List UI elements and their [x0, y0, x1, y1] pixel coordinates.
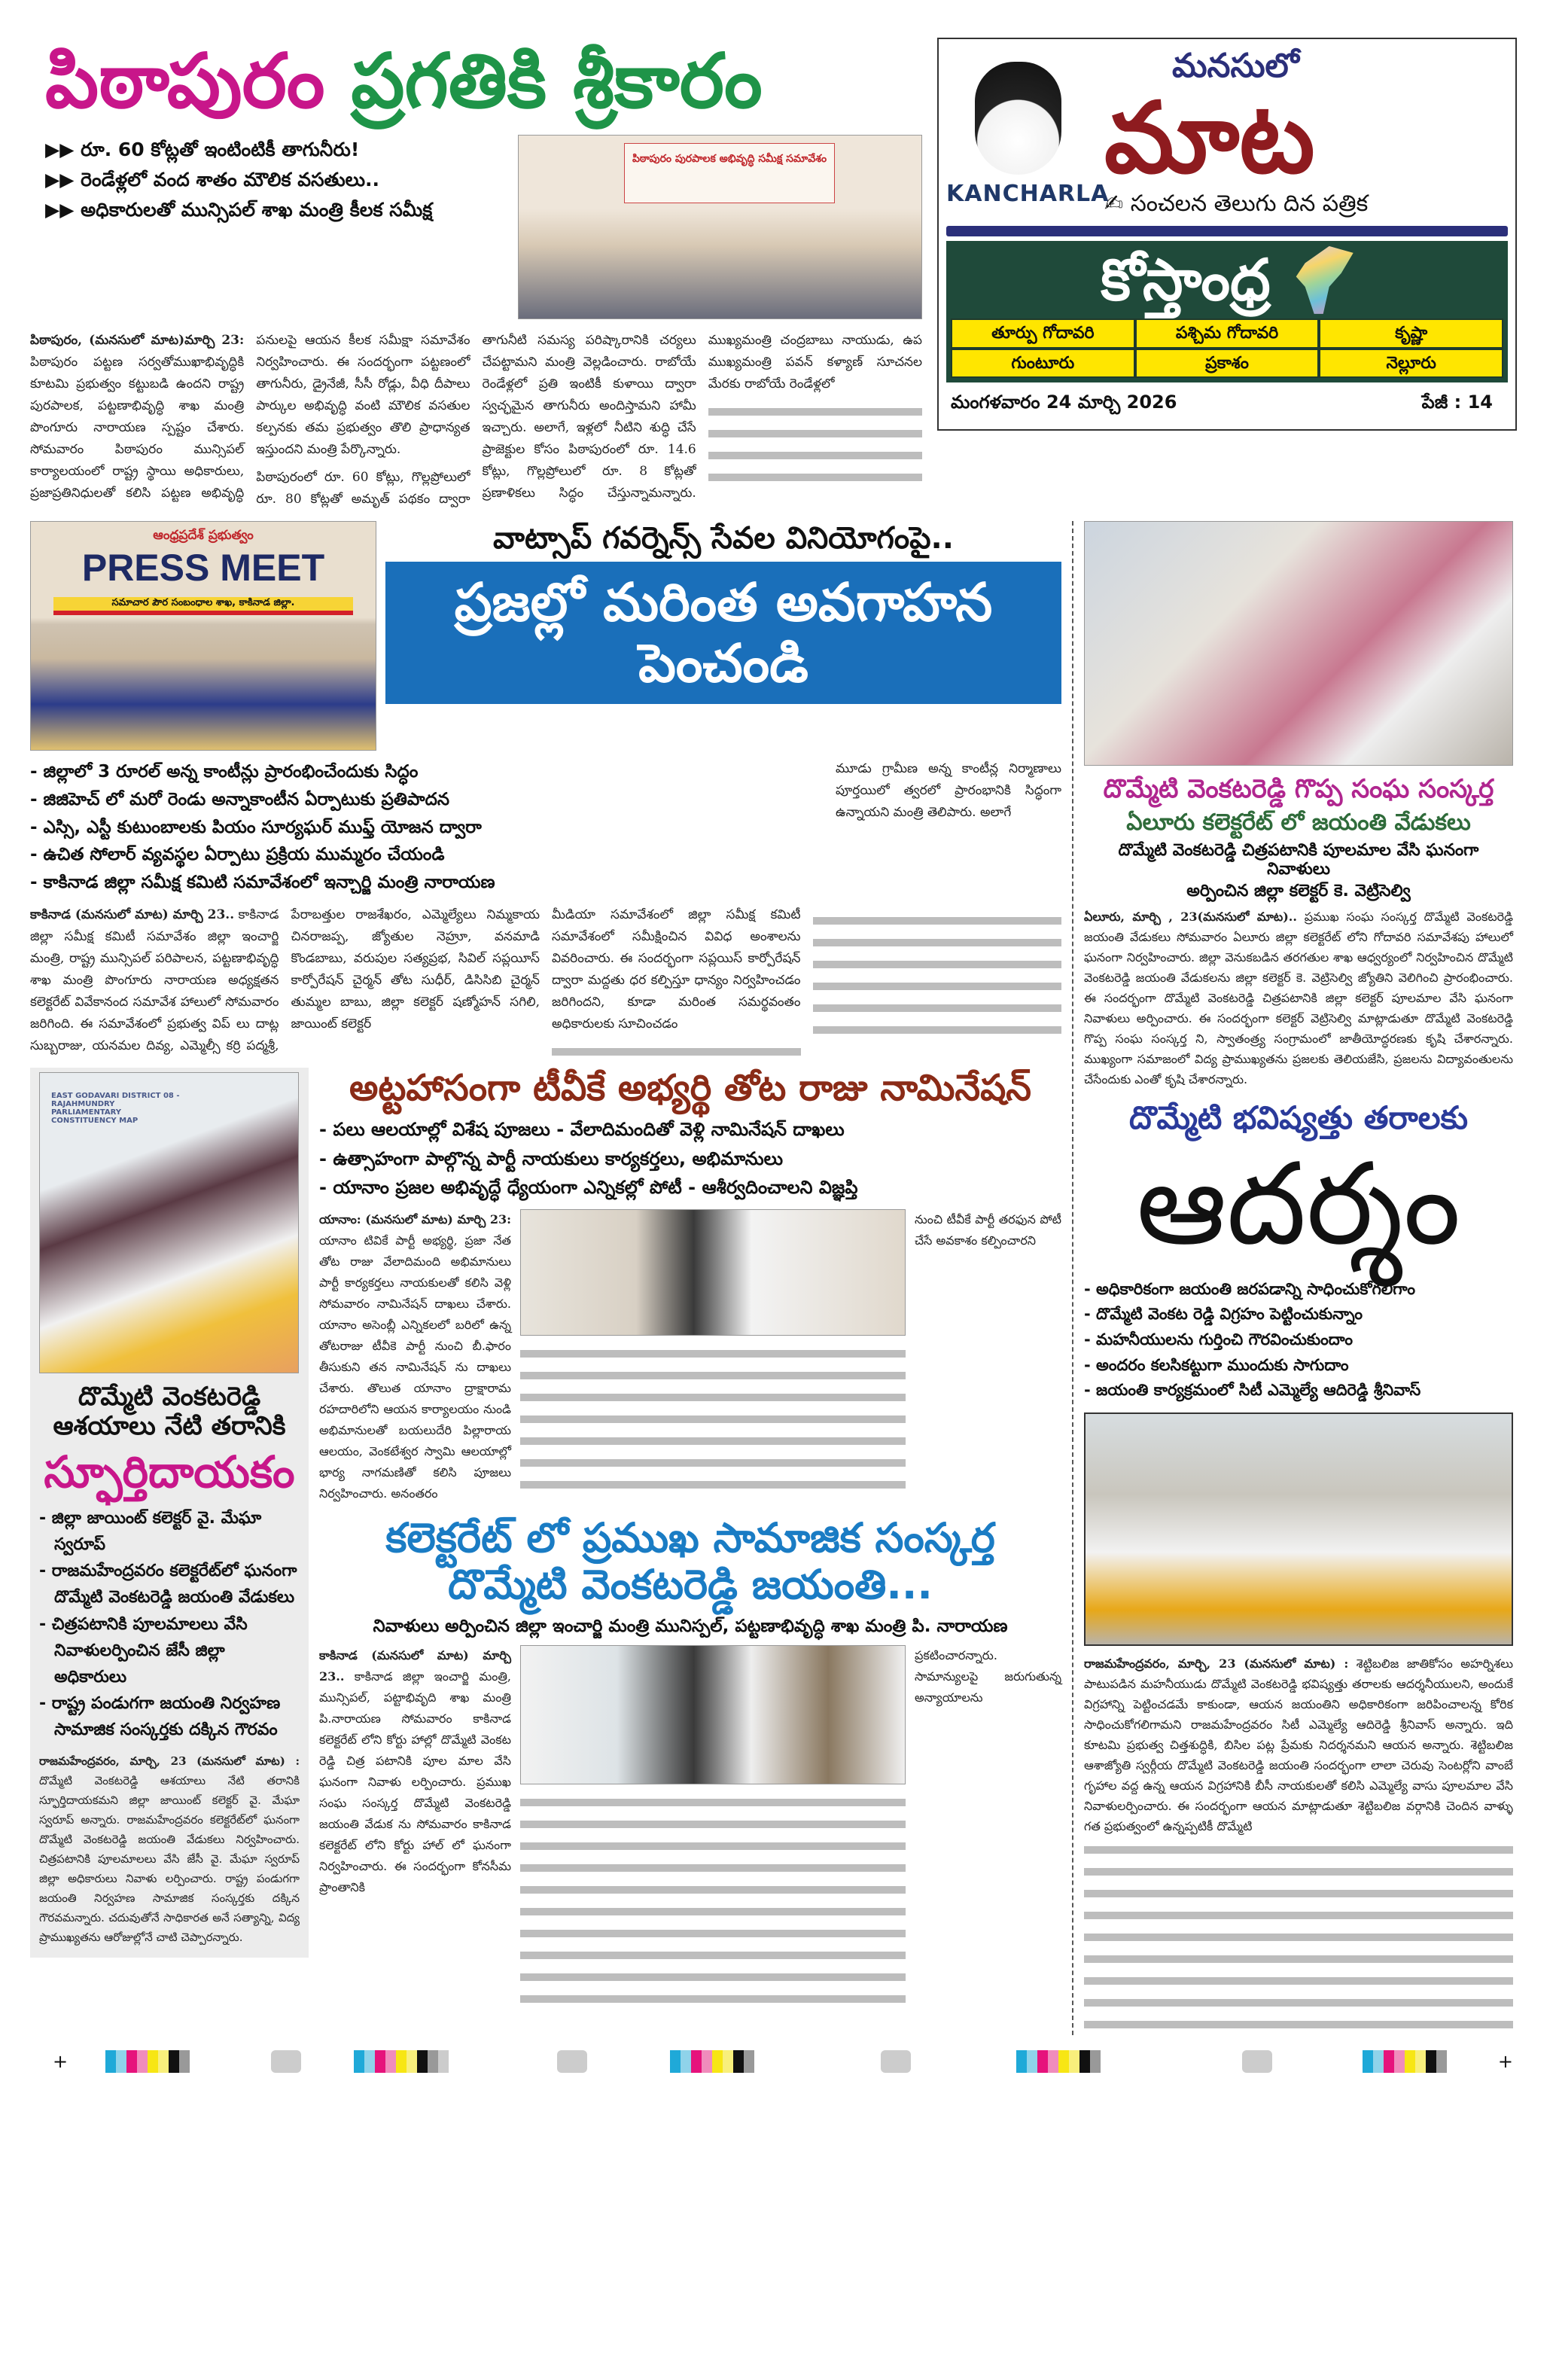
lead-bullets [30, 135, 506, 225]
masthead [937, 38, 1517, 431]
kakinada-body-col1: కాకినాడ (మనసులో మాట) మార్చి 23.. కాకినాడ జిల్లా ఇంచార్జి మంత్రి, మున్సిపల్, పట్టాభివృది శాఖ మంత్రి పి.నారాయణ సోమవారం కాకినాడ కలెక్టరేట్ లోని కోర్టు హాల్లో దొమ్మేటి వెంకట రెడ్డి చిత్ర పటానికి పూల మాల వేసి ఘనంగా నివాళు లర్పించారు. ప్రముఖ సంఘ సంస్కర్త దొమ్మేటి వెంకటరెడ్డి జయంతి వేడుక ను సోమవారం కాకినాడ కలెక్టరేట్ లోని కోర్టు హాల్ లో ఘనంగా నిర్వహించారు. ఈ సందర్భంగా కోనసీమ ప్రాంతానికి [319, 1647, 511, 1894]
whatsapp-headline: ప్రజల్లో మరింత అవగాహన పెంచండి [385, 562, 1061, 704]
adarsham-bullet: - మహనీయులను గుర్తించి గౌరవించుకుందాం [1084, 1330, 1354, 1348]
press-meet-photo [30, 521, 376, 751]
adarsham-bullet: - దొమ్మేటి వెంకట రెడ్డి విగ్రహం పెట్టించుకున్నాం [1084, 1305, 1363, 1324]
color-swatch-group [105, 2050, 190, 2076]
photo-banner: పిఠాపురం పురపాలక అభివృద్ధి సమీక్ష సమావేశం [624, 143, 835, 203]
double-arrow-icon: ▶▶ [45, 169, 75, 190]
issue-date: మంగళవారం 24 మార్చి 2026 [951, 391, 1177, 413]
whatsapp-bullets-row [30, 758, 1061, 897]
whatsapp-bullet: - జిల్లాలో 3 రూరల్ అన్న కాంటీన్లు ప్రారంభించేందుకు సిద్ధం [30, 762, 419, 782]
yanam-bullet: - పలు ఆలయాల్లో విశేష పూజలు - వేలాదిమందితో వెళ్లి నామినేషన్ దాఖలు [319, 1119, 845, 1141]
yanam-bullets [319, 1115, 1061, 1202]
lead-body-col3 [708, 401, 922, 492]
kakinada-body-col4: ప్రకటించారన్నారు. సామాన్యులపై జరుగుతున్న అన్యాయాలను [915, 1647, 1061, 1705]
lead-body-col1: పిఠాపురం, (మనసులో మాట)మార్చి 23: పిఠాపురం పట్టణ సర్వతోముఖాభివృద్ధికి కూటమి ప్రభుత్వం కట్టుబడి ఉందని రాష్ట్ర పురపాలక, పట్టణాభివృద్ధి శాఖ మంత్రి పొంగూరు నారాయణ స్పష్టం చేశారు. సోమవారం పిఠాపురం మున్సిపల్ కార్యాలయంలో రాష్ట్ర స్థాయి అధికారులు, ప్రజాప్రతినిధులతో కలిసి పట్టణ అభివృద్ధి పనులపై ఆయన కీలక సమీక్షా సమావేశం నిర్వహించారు. ఈ సందర్భంగా పట్టణంలో తాగునీరు, డ్రైనేజీ, సీసీ రోడ్లు, వీధి దీపాలు పార్కుల అభివృద్ధి వంటి మౌలిక వసతుల కల్పనకు తమ ప్రభుత్వం తొలి ప్రాధాన్యత ఇస్తుందని మంత్రి పేర్కొన్నారు. [30, 333, 470, 501]
sidebar-headline1: దొమ్మేటి వెంకటరెడ్డి [78, 1381, 261, 1412]
kakinada-deck: నివాళులు అర్పించిన జిల్లా ఇంచార్జి మంత్రి మునిస్పల్, పట్టణాభివృద్ధి శాఖ మంత్రి పి. నారాయణ [373, 1616, 1008, 1636]
print-color-bar [45, 2050, 1521, 2073]
lead-bullet: ▶▶ రూ. 60 కోట్లతో ఇంటింటికీ తాగునీరు! [45, 139, 360, 160]
district-cell: పశ్చిమ గోదావరి [1135, 318, 1320, 348]
whatsapp-bullet: - కాకినాడ జిల్లా సమీక్ష కమిటి సమావేశంలో ఇన్చార్జి మంత్రి నారాయణ [30, 873, 495, 893]
column-divider [1072, 521, 1073, 2035]
yanam-body-col4: నుంచి టీవీకే పార్టీ తరఫున పోటీ చేసే అవకాశం కల్పించారని [915, 1212, 1061, 1248]
lead-body-col2: పిఠాపురంలో రూ. 60 కోట్లు, గొల్లప్రోలులో రూ. 80 కోట్లతో అమృత్ పథకం ద్వారా తాగునీటి సమస్య పరిష్కారానికి చర్యలు చేపట్టామని మంత్రి వెల్లడించారు. రాబోయే రెండేళ్లలో ప్రతి ఇంటికీ కుళాయి ద్వారా స్వచ్ఛమైన తాగునీరు అందిస్తామని హామీ ఇచ్చారు. అలాగే, ఇళ్లలో నీటిని శుద్ధి చేసే ప్రాజెక్టుల కోసం పిఠాపురంలో రూ. 14.6 కోట్లు, గొల్లప్రోలులో రూ. 8 కోట్లతో ప్రణాళికలు సిద్ధం చేస్తున్నామన్నారు. ముఖ్యమంత్రి చంద్రబాబు నాయుడు, ఉప ముఖ్యమంత్రి పవన్ కళ్యాణ్ సూచనల మేరకు రాబోయే రెండేళ్లలో [256, 333, 922, 507]
eluru-deck2: అర్పించిన జిల్లా కలెక్టర్ కె. వెట్రిసెల్వి [1186, 882, 1411, 901]
lead-bullets-row [30, 135, 922, 319]
caricature-logo [975, 62, 1061, 175]
adarsham-kicker: దొమ్మేటి భవిష్యత్తు తరాలకు [1129, 1099, 1468, 1137]
sidebar-bullet: - చిత్రపటానికి పూలమాలలు వేసి నివాళులర్పించిన జేసీ జిల్లా అధికారులు [39, 1614, 248, 1687]
adarsham-bullet: - అధికారికంగా జయంతి జరపడాన్ని సాధించుకోగలిగాం [1084, 1279, 1415, 1298]
whatsapp-bullets [30, 758, 825, 897]
sidebar-bullet: - రాజమహేంద్రవరం కలెక్టరేట్‌లో ఘనంగా దొమ్మేటి వెంకటరెడ్డి జయంతి వేడుకలు [39, 1562, 297, 1607]
double-arrow-icon: ▶▶ [45, 139, 75, 160]
adarsham-body-cont [1084, 1839, 1513, 2035]
registration-mark-icon: + [53, 2050, 69, 2072]
yanam-body-row [319, 1209, 1061, 1504]
sidebar-bullets [39, 1505, 300, 1744]
eluru-body: ఏలూరు, మార్చి , 23(మనసులో మాట).. ప్రముఖ సంఘ సంస్కర్త దొమ్మేటి వెంకటరెడ్డి జయంతి వేడుకలు సోమవారం ఏలూరు జిల్లా కలెక్టరేట్ లోని గోదావరి సమావేశపు హాలులో ఘనంగా నిర్వహించారు. జిల్లా వెనుకబడిన తరగతుల శాఖ ఆధ్వర్యంలో నిర్వహించిన దొమ్మేటి వెంకటరెడ్డి జయంతి వేడుకలను జిల్లా కలెక్టర్ కె. వెట్రిసెల్వి జ్యోతిని వెలిగించి ప్రారంభించారు. ఈ సందర్భంగా దొమ్మేటి వెంకటరెడ్డి చిత్రపటానికి జిల్లా కలెక్టర్ పూలమాల వేసి ఘనంగా నివాళులు అర్పించారు. ఈ సందర్భంగా కలెక్టర్ వెట్రిసెల్వి మాట్లాడుతూ దొమ్మేటి వెంకటరెడ్డి గొప్ప సంఘ సంస్కర్త ని, స్వాతంత్ర్య సంగ్రామంలో జాతీయోద్ధరణకు కృషి చేశారన్నారు. ముఖ్యంగా సమాజంలో విద్య ప్రాముఖ్యతను ప్రజలకు తెలియజేసి, ప్రజలను విద్యావంతులను చేసేందుకు ఎంతో కృషి చేశారన్నారు. [1084, 910, 1513, 1087]
masthead-small-title: మనసులో [1172, 47, 1299, 85]
center-stories [319, 1068, 1061, 2003]
district-grid [951, 318, 1503, 377]
kakinada-photo-block [520, 1645, 906, 2003]
lead-story [30, 38, 922, 510]
adarsham-bullet: - జయంతి కార్యక్రమంలో సిటీ ఎమ్మెల్యే ఆదిరెడ్డి శ్రీనివాస్ [1084, 1381, 1421, 1400]
sidebar-bullet: - రాష్ట్ర పండుగగా జయంతి నిర్వహణ సామాజిక సంస్కర్తకు దక్కిన గౌరవం [39, 1694, 281, 1740]
adarsham-bullets [1084, 1277, 1513, 1403]
press-meet-banner: PRESS MEET [81, 547, 325, 589]
edition-title-row [951, 245, 1503, 314]
lower-left-row [30, 1068, 1061, 2003]
masthead-title-block [1104, 47, 1508, 218]
adarsham-photo [1084, 1412, 1513, 1646]
adarsham-bullet: - అందరం కలసికట్టుగా ముందుకు సాగుదాం [1084, 1355, 1349, 1374]
sidebar-photo [39, 1072, 299, 1373]
page-number: పేజీ : 14 [1421, 391, 1493, 413]
sidebar-body: రాజమహేంద్రవరం, మార్చి, 23 (మనసులో మాట) : దొమ్మేటి వెంకటరెడ్డి ఆశయాలు నేటి తరానికి స్ఫూర్తిదాయకమని జిల్లా జాయింట్ కలెక్టర్ వై. మేఘా స్వరూప్ అన్నారు. రాజమహేంద్రవరం కలెక్టరేట్‌లో ఘనంగా దొమ్మేటి వెంకటరెడ్డి జయంతి వేడుకలు నిర్వహించారు. చిత్రపటానికి పూలమాలలు వేసి జేసీ వై. మేఘా స్వరూప్ జిల్లా అధికారులు నివాళు లర్పించారు. రాష్ట్ర పండుగగా జయంతి నిర్వహణ సామాజిక సంస్కర్తకు దక్కిన గౌరవమన్నారు. చదువుతోనే సాధికారత అనే సత్యాన్ని, విద్య ప్రాముఖ్యతను ఆరోజుల్లోనే చాటి చెప్పారన్నారు. [39, 1754, 300, 1944]
sidebar-bullet: - జిల్లా జాయింట్ కలెక్టర్ వై. మేఘా స్వరూప్ [39, 1508, 262, 1555]
eluru-subhead: ఏలూరు కలెక్టరేట్ లో జయంతి వేడుకలు [1126, 809, 1471, 837]
district-cell: ప్రకాశం [1135, 349, 1320, 378]
yanam-bullet: - యానాం ప్రజల అభివృద్ధే ధ్యేయంగా ఎన్నికల్లో పోటీ - ఆశీర్వదించాలని విజ్ఞప్తి [319, 1176, 858, 1198]
registration-mark-icon: + [1497, 2050, 1513, 2072]
sidebar-headline3: స్ఫూర్తిదాయకం [44, 1446, 295, 1498]
kakinada-headline1: కలెక్టరేట్ లో ప్రముఖ సామాజిక సంస్కర్త [385, 1514, 995, 1562]
district-cell: నెల్లూరు [1319, 349, 1503, 378]
sidebar-headline2: ఆశయాలు నేటి తరానికి [53, 1411, 286, 1442]
yanam-body-col1: యానాం: (మనసులో మాట) మార్చి 23: యానాం టివికే పార్టీ అభ్యర్థి, ప్రజా నేత తోట రాజు వేలాదిమంది అభిమానులు పార్టీ కార్యకర్తలు నాయకులతో కలిసి వెళ్లి సోమవారం నామినేషన్ దాఖలు చేశారు. యానాం అసెంబ్లీ ఎన్నికలలో బరిలో ఉన్న తోటరాజు టీవీకె పార్టీ నుంచి బీ.ఫారం తీసుకుని తన నామినేషన్ ను దాఖలు చేశారు. తొలుత యానాం ద్రాక్షారామ రహదారిలోని ఆయన కార్యాలయం నుండి అభిమానులతో బయలుదేరి పిల్లారాయ ఆలయం, వెంకటేశ్వర స్వామి ఆలయాల్లో భార్య నాగమణితో కలిసి పూజలు నిర్వహించారు. అనంతరం [319, 1212, 511, 1501]
whatsapp-head-block [385, 521, 1061, 704]
lead-headline-part1: పిఠాపురం [45, 37, 325, 125]
masthead-top [946, 47, 1508, 218]
lead-body [30, 330, 922, 510]
sidebar-box [30, 1068, 309, 1958]
district-cell: గుంటూరు [951, 349, 1135, 378]
lead-bullet: ▶▶ రెండేళ్లలో వంద శాతం మౌలిక వసతులు.. [45, 169, 380, 190]
color-swatch-group [1016, 2050, 1101, 2076]
yanam-photo [520, 1209, 906, 1336]
masthead-divider [946, 226, 1508, 236]
top-row [30, 38, 1526, 510]
kakinada-photo [520, 1645, 906, 1784]
masthead-title: మాట [1104, 80, 1315, 195]
district-cell: తూర్పు గోదావరి [951, 318, 1135, 348]
eluru-headline: దొమ్మేటి వెంకటరెడ్డి గొప్ప సంఘ సంస్కర్త [1103, 774, 1494, 804]
kakinada-headline2: దొమ్మేటి వెంకటరెడ్డి జయంతి... [448, 1561, 933, 1609]
right-column [1084, 521, 1513, 2035]
whatsapp-body [30, 904, 1061, 1057]
whatsapp-top [30, 521, 1061, 751]
whatsapp-kicker: వాట్సాప్ గవర్నెన్స్ సేవల వినియోగంపై.. [493, 521, 954, 556]
photo-dept: సమాచార పౌర సంబంధాల శాఖ, కాకినాడ జిల్లా. [53, 597, 353, 615]
color-swatch-group [354, 2050, 449, 2076]
whatsapp-body-col1: కాకినాడ (మనసులో మాట) మార్చి 23.. కాకినాడ జిల్లా సమీక్ష కమిటీ సమావేశం జిల్లా ఇంచార్జి మంత్రి, రాష్ట్ర మున్సిపల్ పరిపాలన, పట్టణాభివృద్ధి శాఖ మంత్రి పొంగూరు నారాయణ అధ్యక్షతన కలెక్టరేట్ వివేకానంద సమావేశ హాలులో సోమవారం జరిగింది. ఈ సమావేశంలో ప్రభుత్వ విప్ లు దాట్ల సుబ్బరాజు, యనమల దివ్య, ఎమ్మెల్సీ కర్రి పద్మశ్రీ, పేరాబత్తుల రాజశేఖరం, ఎమ్మెల్యేలు నిమ్మకాయ చినరాజప్ప, జ్యోతుల నెహ్రూ, వనమాడి కొండబాబు, వరుపుల సత్యప్రభ, సివిల్ సప్లయీస్ కార్పోరేషన్ చైర్మన్ తోట సుధీర్, డిసిసిబి చైర్మన్ తుమ్మల బాబు, జిల్లా కలెక్టర్ షణ్మోహన్ సగిలి, జాయింట్ కలెక్టర్ [30, 907, 540, 1053]
whatsapp-side-block [836, 758, 1061, 824]
lead-bullet: ▶▶ అధికారులతో మున్సిపల్ శాఖ మంత్రి కీలక సమీక్ష [45, 199, 433, 221]
whatsapp-bullet: - ఉచిత సోలార్ వ్యవస్థల ఏర్పాటు ప్రక్రియ ముమ్మరం చేయండి [30, 845, 445, 865]
photo-org: ఆంధ్రప్రదేశ్ ప్రభుత్వం [153, 528, 254, 543]
kakinada-body-col2 [520, 1792, 906, 2003]
issue-info-row [946, 392, 1508, 422]
yanam-photo-block [520, 1209, 906, 1494]
whatsapp-body-col2: మీడియా సమావేశంలో జిల్లా సమీక్ష కమిటీ సమావేశంలో సమీక్షించిన వివిధ అంశాలను వివరించారు. ఈ సందర్భంగా సప్లయిస్ కార్పోరేషన్ ద్వారా మద్దతు ధర కల్పిస్తూ ధాన్యం నిర్వహించడం జరిగిందని, కూడా మరింత సమర్థవంతం అధికారులకు సూచించడం [552, 907, 801, 1032]
lead-photo [518, 135, 922, 319]
adarsham-headline: ఆదర్శం [1136, 1138, 1461, 1270]
photo-map-caption: EAST GODAVARI DISTRICT 08 - RAJAHMUNDRY PARLIAMENTARY CONSTITUENCY MAP [51, 1091, 180, 1125]
adarsham-body: రాజమహేంద్రవరం, మార్చి, 23 (మనసులో మాట) : శెట్టిబలిజ జాతికోసం అహర్నిశలు పాటుపడిన మహనీయుడు దొమ్మేటి వెంకటరెడ్డి భవిష్యత్తు తరాలకు ఆదర్శనీయులని, అందుకే విగ్రహాన్ని పెట్టించడమే కాకుండా, ఆయన జయంతిని అధికారికంగా జరిపించాలన్న కోరిక సాధించుకోగలిగామని రాజమహేంద్రవరం సిటీ ఎమ్మెల్యే ఆదిరెడ్డి శ్రీనివాస్ అన్నారు. ఇది కూటమి ప్రభుత్వ చిత్తశుద్ధికి, బిసిల పట్ల ప్రేమకు నిదర్శనమని ఆయన అన్నారు. శెట్టిబలిజ ఆశాజ్యోతి స్వర్గీయ దొమ్మేటి వెంకటరెడ్డి జయంతి సందర్భంగా లాలా చెరువు సెంటర్లోని వాంబే గృహాల వద్ద ఉన్న ఆయన విగ్రహానికి బీసీ నాయకులతో కలిసి ఎమ్మెల్యే వాసు పూలమాల వేసి నివాళులర్పించారు. ఈ సందర్భంగా ఆయన మాట్లాడుతూ శెట్టిబలిజ వర్గానికి చెందిన వాళ్ళు గత ప్రభుత్వంలో ఉన్నప్పటికీ దొమ్మేటి [1084, 1656, 1513, 1833]
yanam-headline: అట్టహాసంగా టీవీకే అభ్యర్థి తోట రాజు నామినేషన్ [349, 1066, 1032, 1109]
main-row [30, 521, 1526, 2035]
lead-headline-part2: ప్రగతికి శ్రీకారం [351, 37, 763, 125]
region-map-icon [1293, 246, 1354, 314]
yanam-body-col2 [520, 1343, 906, 1494]
color-swatch-group [670, 2050, 754, 2076]
caricature-block [946, 47, 1110, 207]
double-arrow-icon: ▶▶ [45, 199, 75, 221]
lead-headline [30, 38, 922, 124]
left-area [30, 521, 1061, 2003]
caricature-name: KANCHARLA [946, 181, 1110, 207]
yanam-bullet: - ఉత్సాహంగా పాల్గొన్న పార్టీ నాయకులు కార్యకర్తలు, అభిమానులు [319, 1147, 784, 1169]
edition-banner [946, 241, 1508, 382]
whatsapp-side-col: మూడు గ్రామీణ అన్న కాంటీన్ల నిర్మాణాలు పూర్తయిలో త్వరలో ప్రారంభానికి సిద్ధంగా ఉన్నాయని మంత్రి తెలిపారు. అలాగే [836, 761, 1061, 820]
eluru-photo [1084, 521, 1513, 766]
kakinada-body-row [319, 1645, 1061, 2003]
eluru-deck1: దొమ్మేటి వెంకటరెడ్డి చిత్రపటానికి పూలమాల వేసి ఘనంగా నివాళులు [1118, 840, 1479, 879]
writing-hand-icon: ✍ [1104, 190, 1124, 218]
district-cell: కృష్ణా [1319, 318, 1503, 348]
edition-title: కోస్తాంధ్ర [1101, 246, 1271, 314]
whatsapp-bullet: - జిజిహెచ్ లో మరో రెండు అన్నాకాంటీన ఏర్పాటుకు ప్రతిపాదన [30, 789, 449, 809]
masthead-tagline: ✍ సంచలన తెలుగు దిన పత్రిక [1104, 190, 1369, 218]
whatsapp-bullet: - ఎస్సి, ఎస్టీ కుటుంబాలకు పియం సూర్యఘర్ ముఫ్త్ యోజన ద్వారా [30, 817, 482, 837]
color-swatch-group [1363, 2050, 1447, 2076]
